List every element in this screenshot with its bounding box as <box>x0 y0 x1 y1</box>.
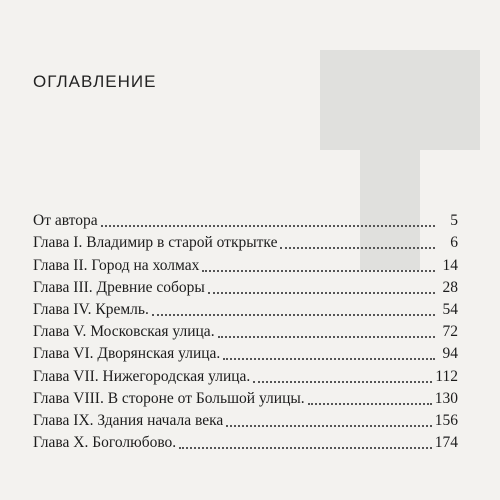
toc-title: ОГЛАВЛЕНИЕ <box>33 72 157 91</box>
toc-entry-page: 174 <box>434 434 458 452</box>
toc-entry-page: 130 <box>434 389 458 407</box>
toc-entry <box>33 365 458 387</box>
toc-entry <box>33 254 458 276</box>
toc-entry-page: 112 <box>435 367 458 385</box>
toc-entry <box>33 210 458 232</box>
toc-entry-label: Глава III. Древние соборы <box>33 278 205 296</box>
dot-leader <box>179 446 432 449</box>
toc-entry-page: 28 <box>442 278 458 296</box>
dot-leader <box>101 224 435 227</box>
toc-entry-label: Глава VIII. В стороне от Большой улицы. <box>33 389 305 407</box>
dot-leader <box>226 424 431 427</box>
dot-leader <box>152 313 435 316</box>
dot-leader <box>208 291 435 294</box>
toc-entry <box>33 410 458 432</box>
toc-entry-page: 94 <box>442 345 458 363</box>
toc-entry-label: Глава V. Московская улица. <box>33 323 215 341</box>
toc-entry-label: Глава I. Владимир в старой открытке <box>33 234 278 252</box>
toc-list <box>33 210 458 454</box>
toc-entry <box>33 232 458 254</box>
toc-entry <box>33 277 458 299</box>
toc-entry <box>33 343 458 365</box>
toc-entry-label: Глава VI. Дворянская улица. <box>33 345 221 363</box>
toc-entry <box>33 321 458 343</box>
toc-entry-page: 5 <box>450 212 458 230</box>
toc-entry-page: 6 <box>450 234 458 252</box>
toc-entry-label: Глава X. Боголюбово. <box>33 434 177 452</box>
toc-entry-label: Глава II. Город на холмах <box>33 256 200 274</box>
toc-entry-label: Глава VII. Нижегородская улица. <box>33 367 251 385</box>
toc-entry-page: 72 <box>442 323 458 341</box>
toc-entry-label: Глава IX. Здания начала века <box>33 411 224 429</box>
dot-leader <box>223 357 435 360</box>
toc-entry <box>33 299 458 321</box>
toc-entry-page: 54 <box>442 300 458 318</box>
dot-leader <box>280 246 435 249</box>
dot-leader <box>308 402 432 405</box>
toc-entry-label: Глава IV. Кремль. <box>33 300 149 318</box>
toc-entry-page: 156 <box>434 411 458 429</box>
toc-entry-page: 14 <box>442 256 458 274</box>
dot-leader <box>218 335 435 338</box>
dot-leader <box>253 380 432 383</box>
toc-entry <box>33 432 458 454</box>
toc-entry-label: От автора <box>33 212 98 230</box>
toc-entry <box>33 388 458 410</box>
dot-leader <box>202 269 435 272</box>
